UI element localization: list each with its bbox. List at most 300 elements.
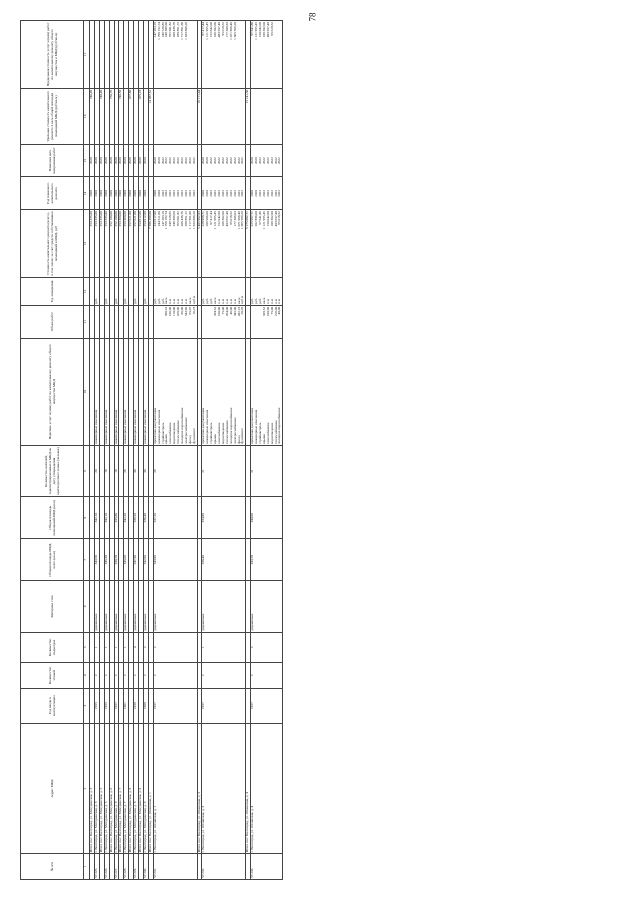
work-type-line: водоотведение xyxy=(172,422,177,444)
plan-year-line: 2020 xyxy=(138,189,143,197)
floors: 2 xyxy=(114,662,119,688)
cost-line: 1 798 192,74 xyxy=(164,211,169,229)
work-volume-line: 106,00 xyxy=(168,306,173,317)
total-area: 343,50 xyxy=(94,539,99,581)
column-number: 1 xyxy=(84,854,90,880)
work-volume-line: 96,00 xyxy=(180,306,185,315)
work-type-line: крыша xyxy=(261,434,266,444)
limit-cost-line: 1 798 192,74 xyxy=(156,22,161,40)
entrances: 2 xyxy=(153,632,197,662)
column-number: 5 xyxy=(84,632,90,662)
unit-line: кв.м xyxy=(213,297,218,304)
table-row xyxy=(251,21,283,880)
capital-repair-table-page xyxy=(20,20,620,880)
cost xyxy=(251,210,283,278)
plan-year-line: 2020 xyxy=(254,189,259,197)
cost-line: 202 886,00 xyxy=(254,211,259,227)
unit-line: п.м xyxy=(183,299,188,304)
cost-line: 253 360,00 xyxy=(118,211,123,227)
plan-year-line: 2022 xyxy=(164,189,169,197)
specific-cost-line: 16 171,44 xyxy=(196,89,201,104)
unit-line: руб. xyxy=(160,297,165,304)
limit-cost-line: 288 891,72 xyxy=(176,22,181,38)
column-number: 8 xyxy=(84,497,90,539)
plan-date-line: 2022 xyxy=(209,157,214,165)
plan-date-line: 2020 xyxy=(133,157,138,165)
cost-line: 1 717 891,66 xyxy=(187,211,192,229)
unit xyxy=(251,277,283,305)
work-volume xyxy=(251,305,283,338)
cost-line: 5 405 962,93 xyxy=(196,211,201,229)
work-type-line: инженерные изыскания xyxy=(113,409,118,444)
cost-line: 95 018,52 xyxy=(277,211,282,225)
column-number: 2 xyxy=(84,723,90,854)
plan-date-line: 2020 xyxy=(98,157,103,165)
floors: 2 xyxy=(104,662,109,688)
work-volume-line: 419,00 xyxy=(176,306,181,317)
residents: 18 xyxy=(104,445,109,496)
plan-year-line: 2020 xyxy=(89,189,93,197)
column-header: Предельная стоимость услуг и (или) работ по капитальному ремонту общего имущества в МКД (руб/кв.м) xyxy=(21,21,84,89)
specific-cost-line: 14 087,81 xyxy=(147,89,152,104)
row-number: 57.229. xyxy=(134,854,139,880)
address: г. Волгоград, ул. Мичуринская, д. 8 xyxy=(134,723,139,854)
premises-area: 334,80 xyxy=(202,497,246,539)
work-volume xyxy=(202,305,246,338)
plan-year-line: 2020 xyxy=(113,189,118,197)
work-type-line: холодное водоснабжение xyxy=(180,407,185,444)
work-type-line: теплоснабжение xyxy=(224,420,229,444)
limit-cost-line: 109 302,00 xyxy=(261,22,266,38)
entrances: 2 xyxy=(251,632,283,662)
total-area: 345,60 xyxy=(124,539,129,581)
capital-repair-table xyxy=(20,20,283,880)
work-volume-line: 216,00 xyxy=(273,306,278,317)
total-area: 547,30 xyxy=(134,539,139,581)
plan-date-line: 2022 xyxy=(176,157,181,165)
cost-line: 206 906,00 xyxy=(205,211,210,227)
premises-area: 539,20 xyxy=(134,497,139,539)
plan-date-line: 2022 xyxy=(273,157,278,165)
floors: 2 xyxy=(202,662,246,688)
total-area: 345,30 xyxy=(104,539,109,581)
plan-year-line: 2020 xyxy=(128,189,133,197)
work-volume-line xyxy=(134,307,138,337)
premises-area: 536,40 xyxy=(143,497,148,539)
cost-line: 1 071 966,49 xyxy=(236,211,241,229)
work-type-line: стройконтроль xyxy=(209,422,214,444)
plan-date-line: 2020 xyxy=(254,157,259,165)
work-type-line: теплоснабжение xyxy=(176,420,181,444)
plan-year-line: 2022 xyxy=(240,189,245,197)
unit-line: руб. xyxy=(205,297,210,304)
limit-cost-line: 483 657,48 xyxy=(217,22,222,38)
residents: 26 xyxy=(124,445,129,496)
plan-date-line: 2022 xyxy=(232,157,237,165)
specific-cost xyxy=(251,88,283,144)
plan-year-line: 2022 xyxy=(269,189,274,197)
address: Итого по г. Волгоград, ул. Мичуринская, д. 6 xyxy=(109,723,114,854)
limit-cost-line: 97 641,86 xyxy=(250,22,255,36)
limit-cost-line: 483 657,48 xyxy=(265,22,270,38)
unit-line: п.м xyxy=(180,299,185,304)
cost-line: 257 621,00 xyxy=(133,211,138,227)
plan-year-line: 2020 xyxy=(123,189,128,197)
work-type-line: инженерные изыскания xyxy=(123,409,128,444)
work-type-line: холодное водоснабжение xyxy=(277,407,282,444)
work-volume-line: 264,00 xyxy=(224,306,229,317)
unit-line: п.м xyxy=(176,299,181,304)
page-number-text: 78 xyxy=(307,12,318,22)
work-type-line: инженерные изыскания xyxy=(133,409,138,444)
column-number: 7 xyxy=(84,539,90,581)
work-type-line: инженерные изыскания xyxy=(93,409,98,444)
premises-area: 340,60 xyxy=(251,497,283,539)
address: Итого по г. Волгоград, ул. Мичуринская, д. 9 xyxy=(139,723,144,854)
cost-line: 147 263,18 xyxy=(160,211,165,227)
plan-date-line: 2020 xyxy=(138,157,143,165)
floors: 2 xyxy=(94,662,99,688)
total-area: 543,90 xyxy=(153,539,197,581)
column-number: 3 xyxy=(84,688,90,723)
wall-material: деревянные xyxy=(124,581,129,632)
premises-area: 537,20 xyxy=(153,497,197,539)
cost-line: 228 968,71 xyxy=(201,211,206,227)
unit-line: кв.м xyxy=(261,297,266,304)
work-volume-line: 100,00 xyxy=(217,306,222,317)
specific-cost-line xyxy=(193,90,197,143)
work-volume-line xyxy=(105,307,109,337)
floors: 2 xyxy=(134,662,139,688)
row-number: 57.227. xyxy=(114,854,119,880)
year-built: 1957 xyxy=(114,688,119,723)
entrances: 1 xyxy=(202,632,246,662)
residents: 20 xyxy=(94,445,99,496)
specific-cost-line: 477,80 xyxy=(128,89,133,100)
plan-year-line: 2022 xyxy=(232,189,237,197)
unit-line: п.м xyxy=(168,299,173,304)
unit-line: руб. xyxy=(254,297,259,304)
limit-cost-line: 765 601,82 xyxy=(168,22,173,38)
address: г. Волгоград, ул. Мичуринская, д. 5 xyxy=(104,723,109,854)
unit-line: п.м xyxy=(232,299,237,304)
column-number: 17 xyxy=(84,21,90,89)
work-type-line: фасад xyxy=(236,435,241,444)
work-volume-line: 543,90 xyxy=(183,306,188,317)
limit-cost-line: 1 071 966,49 xyxy=(228,22,233,40)
work-type-line: газоснабжение xyxy=(217,422,222,444)
work-type-line: электроснабжение xyxy=(183,417,188,444)
plan-date-line: 2022 xyxy=(172,157,177,165)
plan-date-line: 2020 xyxy=(89,157,93,165)
plan-date-line: 2020 xyxy=(250,157,255,165)
address: Итого по г. Волгоград, ул. Мичуринская, д. 8 xyxy=(129,723,134,854)
plan-year-line: 2020 xyxy=(142,189,147,197)
specific-cost xyxy=(153,88,197,144)
unit-line: п.м xyxy=(269,299,274,304)
plan-date-line: 2022 xyxy=(257,157,262,165)
year-built: 1959 xyxy=(134,688,139,723)
unit-line: п.м xyxy=(277,299,282,304)
premises-area: 335,80 xyxy=(114,497,119,539)
total-area: 343,70 xyxy=(251,539,283,581)
column-header: Год ввода в эксплуатацию xyxy=(21,688,84,723)
limit-cost-line: 147 263,18 xyxy=(152,22,157,38)
row-number: 57.231. xyxy=(153,854,197,880)
address: Итого по г. Волгоград, ул. Обливская, д. 4 xyxy=(246,723,251,854)
address: г. Волгоград, ул. Мичуринская, д. 3 xyxy=(94,723,99,854)
floors: 2 xyxy=(251,662,283,688)
limit-cost-line: 1 121 995,45 xyxy=(254,22,259,40)
cost-line: 97 417,44 xyxy=(209,211,214,225)
plan-year-line: 2022 xyxy=(160,189,165,197)
plan-year-line: 2022 xyxy=(213,189,218,197)
plan-date-line: 2022 xyxy=(240,157,245,165)
wall-material: деревянные xyxy=(114,581,119,632)
floors: 2 xyxy=(143,662,148,688)
limit-cost-line: 97 417,44 xyxy=(201,22,206,36)
address: Итого по г. Волгоград, ул. Обливская, д. 1 xyxy=(148,723,153,854)
column-header: Ед. измерения xyxy=(21,277,84,305)
cost-line: 244 611,00 xyxy=(156,211,161,227)
work-volume-line: 432,18 xyxy=(236,306,241,317)
plan-date xyxy=(202,144,246,177)
plan-date-line: 2022 xyxy=(228,157,233,165)
work-type-line: холодное водоснабжение xyxy=(228,407,233,444)
plan-date-line: 2022 xyxy=(265,157,270,165)
unit-line: руб. xyxy=(152,297,157,304)
specific-cost-line: 740,49 xyxy=(89,89,93,100)
address: Итого по г. Волгоград, ул. Обливская, д. 3 xyxy=(197,723,202,854)
limit-cost-line: 177 309,63 xyxy=(224,22,229,38)
plan-date-line: 2022 xyxy=(191,157,196,165)
cost-line: 177 309,63 xyxy=(232,211,237,227)
address: Итого по г. Волгоград, ул. Мичуринская, д. 5 xyxy=(99,723,104,854)
cost-line: 254 912,00 xyxy=(142,211,147,227)
work-type-line: крыша xyxy=(164,434,169,444)
table-row xyxy=(153,21,197,880)
work-type-line: инженерные изыскания xyxy=(254,409,259,444)
work-volume-line: 100,00 xyxy=(265,306,270,317)
specific-cost-line: 750,76 xyxy=(108,89,113,100)
unit-line: кв.м xyxy=(187,297,192,304)
cost-line: 97 641,86 xyxy=(257,211,262,225)
plan-year-line: 2020 xyxy=(93,189,98,197)
address: Итого по г. Волгоград, ул. Мичуринская, д. 7 xyxy=(119,723,124,854)
address: г. Волгоград, ул. Обливская, д. 1 xyxy=(153,723,197,854)
limit-cost-line: 109 302,00 xyxy=(213,22,218,38)
year-built: 1955 xyxy=(104,688,109,723)
work-type xyxy=(251,338,283,445)
cost-line: 249 528,85 xyxy=(168,211,173,227)
work-type-line: газоснабжение xyxy=(265,422,270,444)
total-area: 338,40 xyxy=(202,539,246,581)
plan-date-line: 2020 xyxy=(142,157,147,165)
column-header: Количество этажей xyxy=(21,662,84,688)
work-volume-line xyxy=(115,307,119,337)
plan-year-line: 2022 xyxy=(217,189,222,197)
plan-year-line: 2020 xyxy=(103,189,108,197)
work-type-line: инженерные изыскания xyxy=(103,409,108,444)
cost-line: 152 042,00 xyxy=(217,211,222,227)
wall-material: деревянные xyxy=(143,581,148,632)
residents: 18 xyxy=(114,445,119,496)
plan-date-line: 2020 xyxy=(152,157,157,165)
address: г. Волгоград, ул. Мичуринская, д. 6 xyxy=(114,723,119,854)
unit-line: кв.м xyxy=(164,297,169,304)
plan-year-line: 2022 xyxy=(224,189,229,197)
plan-year-line: 2020 xyxy=(118,189,123,197)
column-number: 11 xyxy=(84,305,90,338)
plan-year-line: 2020 xyxy=(250,189,255,197)
unit-line: руб. xyxy=(142,297,147,304)
plan-year-line: 2022 xyxy=(172,189,177,197)
limit-cost-line: 1 665 569,20 xyxy=(232,22,237,40)
plan-year-line: 2020 xyxy=(201,189,206,197)
work-type-line: фундамент xyxy=(240,428,245,444)
unit xyxy=(202,277,246,305)
work-type-line: теплоснабжение xyxy=(273,420,278,444)
column-header: Материал стен xyxy=(21,581,84,632)
plan-year-line: 2022 xyxy=(187,189,192,197)
plan-year-line: 2022 xyxy=(209,189,214,197)
cost-line: 233 917,00 xyxy=(152,211,157,227)
column-number: 9 xyxy=(84,445,90,496)
residents: 21 xyxy=(251,445,283,496)
cost-line: 5 175 082,71 xyxy=(245,211,250,229)
specific-cost-line: 15 141,30 xyxy=(245,89,250,104)
column-header: № п/п xyxy=(21,854,84,880)
unit-line: п.м xyxy=(217,299,222,304)
work-volume-line: 500,10 xyxy=(164,306,169,317)
cost-line: 257 621,00 xyxy=(128,211,133,227)
limit-cost-line: 95 018,52 xyxy=(220,22,225,36)
column-header: Объем работ xyxy=(21,305,84,338)
address: Итого по г. Волгоград, ул. Мичуринская, д. 3 xyxy=(90,723,95,854)
year-built: 1957 xyxy=(251,688,283,723)
plan-year xyxy=(202,177,246,210)
year-built: 1957 xyxy=(153,688,197,723)
column-header: Количество жителей, зарегистрированных в МКД на дату утверждения краткосрочного плана (человек) xyxy=(21,445,84,496)
specific-cost-line: 740,49 xyxy=(98,89,103,100)
work-type-line: проектная документация xyxy=(250,407,255,444)
cost-line: 1 121 995,45 xyxy=(261,211,266,229)
unit-line: руб. xyxy=(257,297,262,304)
limit-cost-line: 208 436,76 xyxy=(172,22,177,38)
column-number: 13 xyxy=(84,210,90,278)
plan-year-line: 2022 xyxy=(265,189,270,197)
plan-year-line: 2020 xyxy=(133,189,138,197)
row-number: 57.228. xyxy=(124,854,129,880)
work-type-line: водоотведение xyxy=(269,422,274,444)
work-type-line: стройконтроль xyxy=(160,422,165,444)
wall-material: деревянные xyxy=(202,581,246,632)
plan-date-line: 2020 xyxy=(108,157,113,165)
unit-line: п.м xyxy=(220,299,225,304)
floors: 2 xyxy=(153,662,197,688)
plan-date-line: 2020 xyxy=(128,157,133,165)
wall-material: деревянные xyxy=(134,581,139,632)
work-volume-line: 75,00 xyxy=(269,306,274,315)
work-volume xyxy=(153,305,197,338)
work-volume-line xyxy=(124,307,128,337)
unit-line: руб. xyxy=(250,297,255,304)
plan-year-line: 2022 xyxy=(228,189,233,197)
year-built: 1955 xyxy=(94,688,99,723)
entrances: 1 xyxy=(104,632,109,662)
work-type-line: водоотведение xyxy=(220,422,225,444)
work-volume-line: 345,00 xyxy=(232,306,237,317)
premises-area: 342,20 xyxy=(124,497,129,539)
total-area: 542,60 xyxy=(143,539,148,581)
row-number: 57.230. xyxy=(143,854,148,880)
cost-line: 765 601,82 xyxy=(176,211,181,227)
header-row xyxy=(21,21,84,880)
plan-date-line: 2020 xyxy=(113,157,118,165)
residents: 21 xyxy=(202,445,246,496)
plan-year-line: 2022 xyxy=(261,189,266,197)
column-header: Год планового капитального ремонта xyxy=(21,177,84,210)
address: г. Волгоград, ул. Мичуринская, д. 9 xyxy=(143,723,148,854)
unit-line: руб. xyxy=(133,297,138,304)
cost-line: 253 335,00 xyxy=(98,211,103,227)
work-type xyxy=(153,338,197,445)
unit xyxy=(153,277,197,305)
cost-line: 1 633 809,20 xyxy=(191,211,196,229)
year-built: 1998 xyxy=(143,688,148,723)
row-number: 57.232. xyxy=(202,854,246,880)
specific-cost-line: 475,18 xyxy=(138,89,143,100)
residents: 34 xyxy=(143,445,148,496)
column-number: 12 xyxy=(84,277,90,305)
work-type xyxy=(202,338,246,445)
column-header: Общая площадь помещений МКД (кв.м) xyxy=(21,497,84,539)
plan-date-line: 2020 xyxy=(123,157,128,165)
plan-date-line: 2022 xyxy=(224,157,229,165)
plan-date-line: 2020 xyxy=(156,157,161,165)
work-volume-line: 46,00 xyxy=(228,306,233,315)
work-volume-line: 328,52 xyxy=(261,306,266,317)
work-volume-line xyxy=(95,307,99,337)
work-type-line: инженерные изыскания xyxy=(156,409,161,444)
unit-line: руб. xyxy=(156,297,161,304)
cost-line: 1 121 995,45 xyxy=(213,211,218,229)
plan-year-line: 2022 xyxy=(257,189,262,197)
wall-material: деревянные xyxy=(94,581,99,632)
column-header: Стоимость капитального ремонта (всего), в том числе: за счет средств собственников помещений в МКД, руб xyxy=(21,210,84,278)
work-volume-line: 20,20 xyxy=(240,306,245,315)
cost-line: 208 436,76 xyxy=(180,211,185,227)
plan-date-line: 2022 xyxy=(160,157,165,165)
column-header: Перечень услуг и (или) работ по капитальному ремонту общего имущества МКД xyxy=(21,338,84,445)
plan-date-line: 2022 xyxy=(269,157,274,165)
plan-year-line: 2022 xyxy=(176,189,181,197)
row-number: 57.226. xyxy=(104,854,109,880)
limit-cost-line: 152 042,00 xyxy=(209,22,214,38)
unit-line: п.м xyxy=(265,299,270,304)
cost-line: 253 335,00 xyxy=(89,211,93,227)
unit-line: руб. xyxy=(209,297,214,304)
plan-date-line: 2020 xyxy=(205,157,210,165)
plan-date-line: 2020 xyxy=(103,157,108,165)
unit-line: руб. xyxy=(93,297,98,304)
plan-year-line: 2022 xyxy=(183,189,188,197)
plan-year xyxy=(251,177,283,210)
work-volume-line: 334,52 xyxy=(213,306,218,317)
plan-year-line: 2022 xyxy=(277,189,282,197)
plan-year-line: 2022 xyxy=(236,189,241,197)
plan-year-line: 2022 xyxy=(168,189,173,197)
